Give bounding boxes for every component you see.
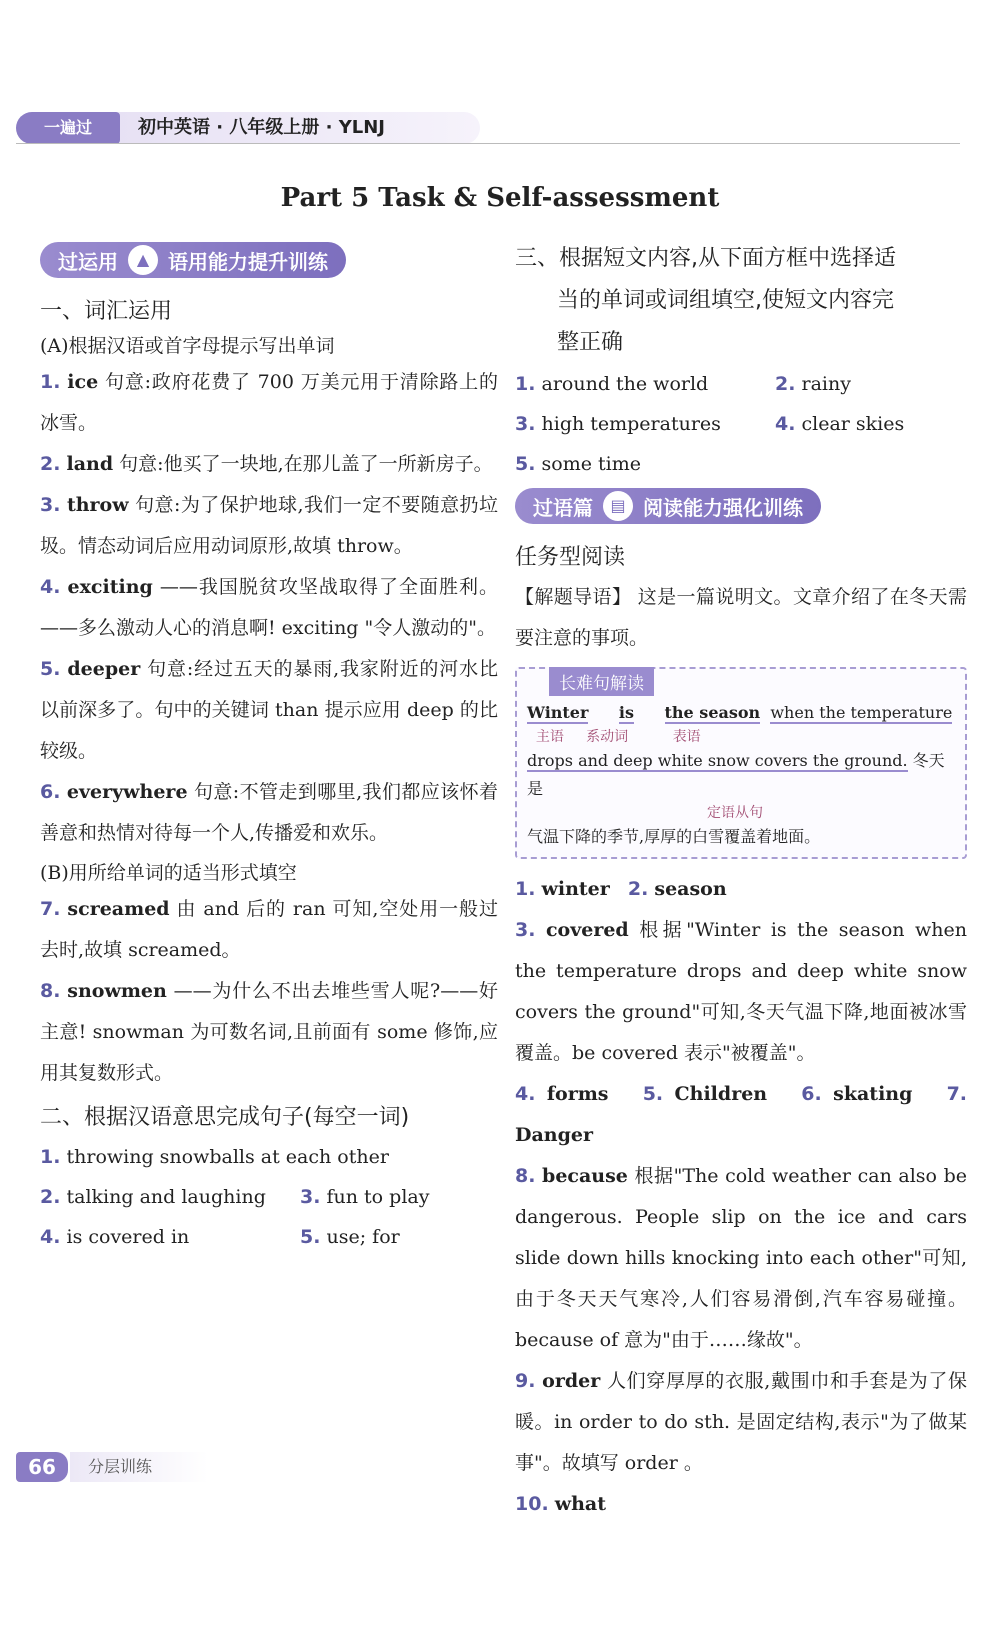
answer-item: 1. ice 句意:政府花费了 700 万美元用于清除路上的冰雪。 — [40, 371, 498, 434]
answer-item: 4. forms 5. Children 6. skating 7. Danger — [515, 1083, 968, 1146]
answer-item: 8. because 根据"The cold weather can also be dangerous. People slip on the ice and cars slide down hills knocking into each other"可知,由于冬天天气寒冷,人们容易滑倒,汽车容易碰撞。because of 意为"由于……缘故"。 — [515, 1165, 967, 1351]
answer-row: 3. high temperatures 4. clear skies — [515, 413, 905, 435]
section-heading-sentences: 二、根据汉语意思完成句子(每空一词) — [40, 1105, 410, 1130]
answer-row: 4. is covered in 5. use; for — [40, 1226, 400, 1248]
header-divider — [16, 143, 960, 144]
answer-item: 8. snowmen ——为什么不出去堆些雪人呢?——好主意! snowman 为可数名词,且前面有 some 修饰,应用其复数形式。 — [40, 980, 498, 1084]
answer-item: 1. winter 2. season — [515, 878, 727, 900]
pill-label: 过语篇 — [533, 495, 593, 520]
pill-label: 过运用 — [58, 249, 118, 274]
section-heading-vocab: 一、词汇运用 — [40, 299, 173, 324]
translation-line: 气温下降的季节,厚厚的白雪覆盖着地面。 — [527, 827, 821, 846]
answer-item: 3. covered 根据"Winter is the season when the temperature drops and deep white snow covers the ground"可知,冬天气温下降,地面被冰雪覆盖。be covered 表示"被覆盖"。 — [515, 919, 967, 1064]
subheading-b: (B)用所给单词的适当形式填空 — [40, 862, 297, 884]
section-pill-usage — [40, 242, 346, 278]
grammar-notes: 主语 系动词 表语 — [535, 729, 701, 745]
sentence-line: drops and deep white snow covers the ground. 冬天是 — [527, 751, 945, 798]
answer-item: 3. throw 句意:为了保护地球,我们一定不要随意扔垃圾。情态动词后应用动词原形,故填 throw。 — [40, 494, 499, 557]
chart-icon: ▲ — [128, 245, 158, 275]
guide-text: 【解题导语】 这是一篇说明文。文章介绍了在冬天需要注意的事项。 — [515, 586, 967, 649]
answer-item: 6. everywhere 句意:不管走到哪里,我们都应该怀着善意和热情对待每一个人,传播爱和欢乐。 — [40, 781, 498, 844]
right-column — [515, 238, 967, 1525]
subheading-a: (A)根据汉语或首字母提示写出单词 — [40, 335, 335, 357]
answer-item: 7. screamed 由 and 后的 ran 可知,空处用一般过去时,故填 screamed。 — [40, 898, 498, 961]
sentence-analysis-box — [515, 667, 967, 859]
pill-subtitle: 阅读能力强化训练 — [643, 495, 803, 520]
section-heading-fill: 三、根据短文内容,从下面方框中选择适 当的单词或词组填空,使短文内容完 整正确 — [515, 246, 896, 355]
sentence-line: Winter is the season when the temperature — [527, 703, 953, 722]
answer-row: 5. some time — [515, 453, 641, 475]
answer-item: 5. deeper 句意:经过五天的暴雨,我家附近的河水比以前深多了。句中的关键词 than 提示应用 deep 的比较级。 — [40, 658, 498, 762]
left-column — [40, 238, 498, 1257]
part-title: Part 5 Task & Self-assessment — [280, 183, 720, 213]
answer-item: 4. exciting ——我国脱贫攻坚战取得了全面胜利。——多么激动人心的消息啊! exciting "令人激动的"。 — [40, 576, 499, 639]
section-pill-reading — [515, 488, 821, 524]
section-heading-task-reading: 任务型阅读 — [515, 545, 626, 570]
footer-label: 分层训练 — [70, 1452, 208, 1482]
answer-row: 2. talking and laughing 3. fun to play — [40, 1186, 430, 1208]
book-icon: ▤ — [603, 491, 633, 521]
answer-row: 1. around the world 2. rainy — [515, 373, 851, 395]
answer-row: 1. throwing snowballs at each other — [40, 1146, 389, 1168]
book-title: 初中英语 · 八年级上册 · YLNJ — [138, 117, 386, 138]
answer-item: 2. land 句意:他买了一块地,在那儿盖了一所新房子。 — [40, 453, 493, 475]
answer-item: 10. what — [515, 1493, 606, 1515]
pill-subtitle: 语用能力提升训练 — [168, 249, 328, 274]
answer-item: 9. order 人们穿厚厚的衣服,戴围巾和手套是为了保暖。in order to do sth. 是固定结构,表示"为了做某事"。故填写 order 。 — [515, 1370, 967, 1474]
clause-note: 定语从句 — [707, 805, 763, 821]
page-number: 66 — [16, 1452, 68, 1482]
box-tag: 长难句解读 — [549, 667, 654, 696]
series-logo: 一遍过 — [16, 112, 120, 144]
